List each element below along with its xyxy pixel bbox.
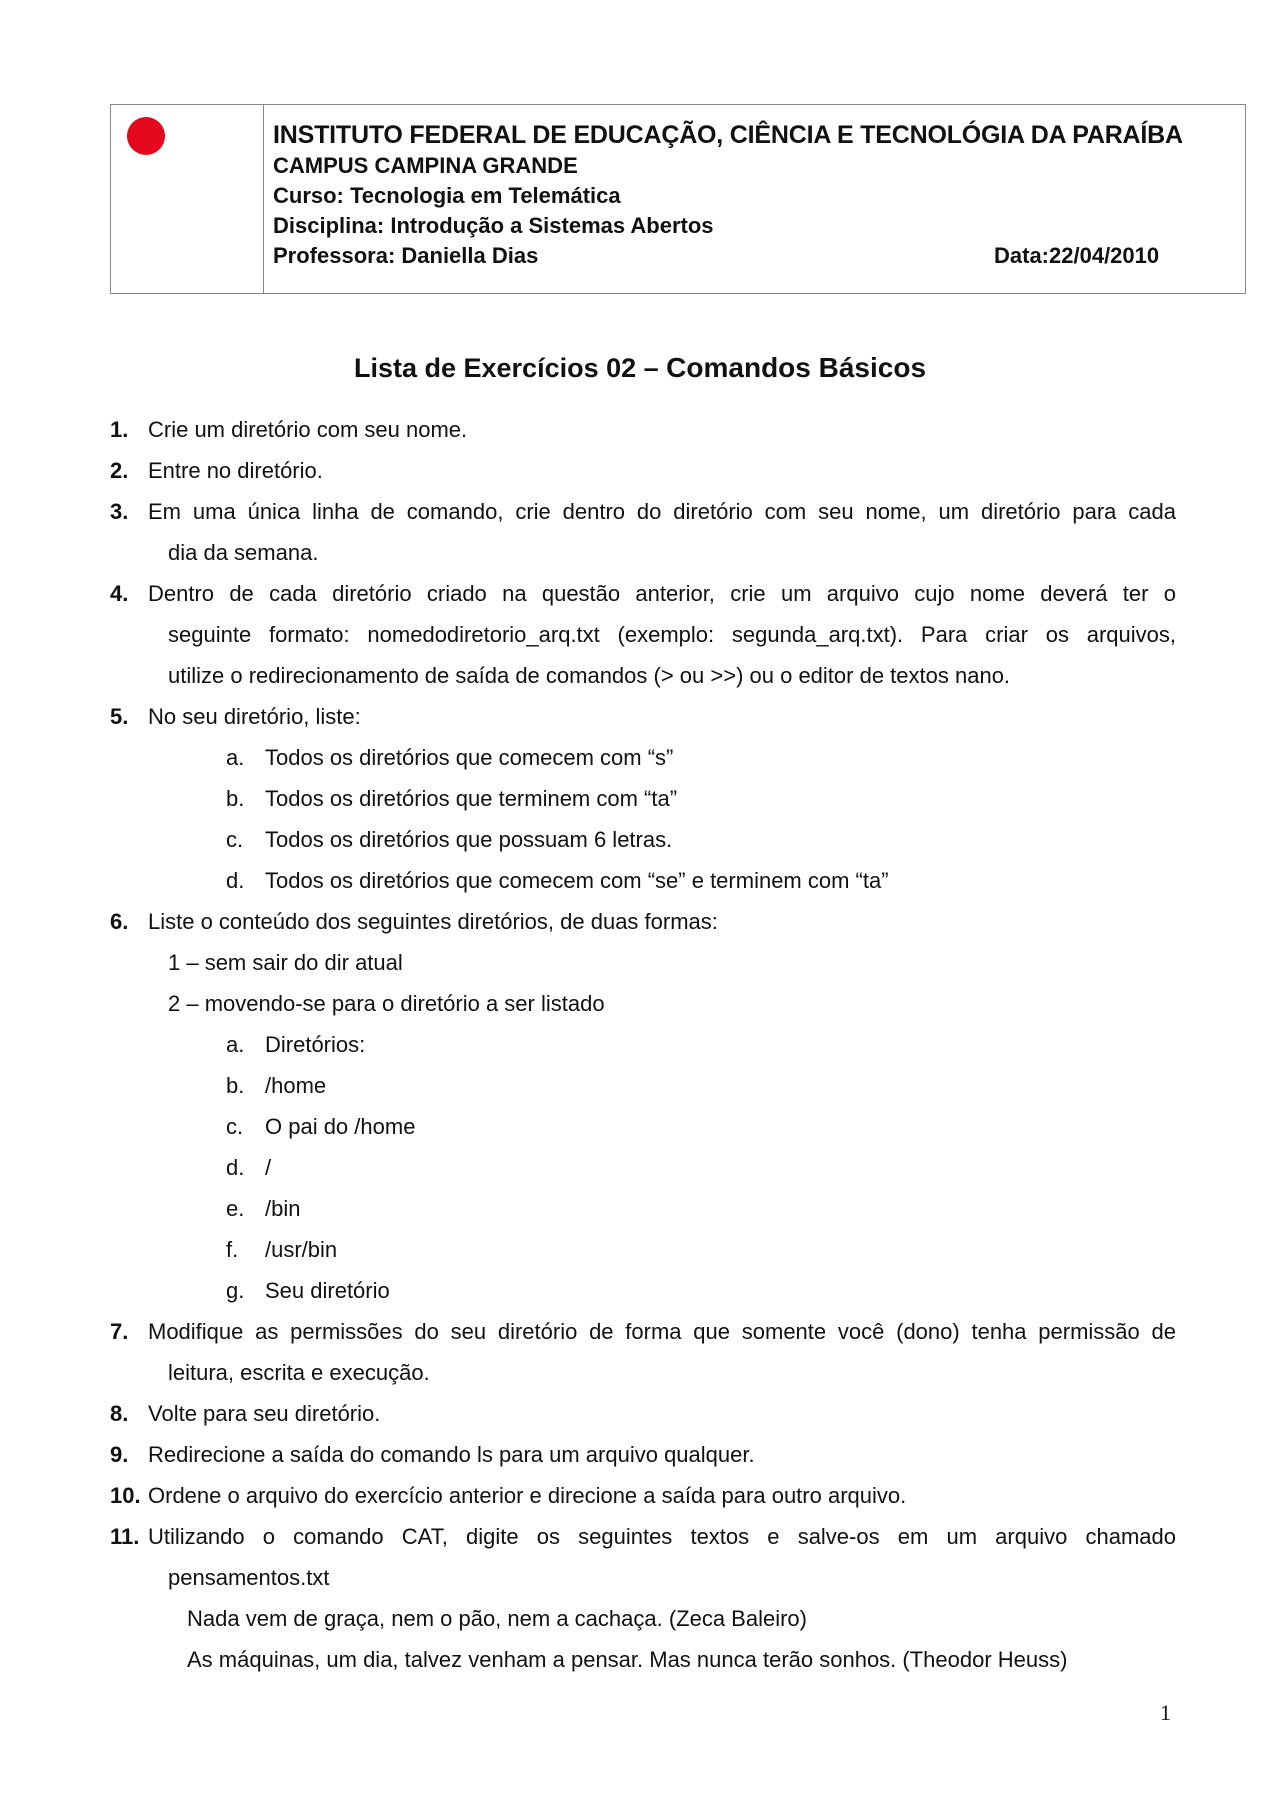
professor: Professora: Daniella Dias (273, 243, 539, 268)
list-item: f. /usr/bin (226, 1237, 338, 1262)
exercise-list: 1. Crie um diretório com seu nome. 2. Entre no diretório. 3. Em uma única linha de comando, crie dentro do diretório com seu nome, um diretório para cada dia da semana. 4. Dentro de cada diretório criado na questão anterior, crie um arquivo cujo nome deverá ter o seguinte formato: nomedodiretorio_arq.txt (exemplo: segunda_arq.txt). Para criar os arquivos, utilize o redirecionamento de saída de comandos (> ou >>) ou o editor de textos nano. 5. No seu diretório, liste: a. Todos os diretórios que comecem com “s” b. Todos os diretórios que terminem com “ta” c. Todos os diretórios que possuam 6 letras. d. Todos os diretórios que comecem com “se” e terminem com “ta” 6. Liste o conteúdo dos seguintes diretórios, de duas formas: 1 – sem sair do dir atual 2 – movendo-se para o diretório a ser listado a. Diretórios: b. /home c. O pai do /home d. / e. /bin f. /usr/bin g. Seu diretório 7. Modifique as permissões do seu diretório de forma que somente você (dono) tenha permissão de leitura, escrita e execução. 8. Volte para seu diretório. 9. Redirecione a saída do comando ls para um arquivo qualquer. 10. Ordene o arquivo do exercício anterior e direcione a saída para outro arquivo. 11. Utilizando o comando CAT, digite os seguintes textos e salve-os em um arquivo chamado pensamentos.txt Nada vem de graça, nem o pão, nem a cachaça. (Zeca Baleiro) As máquinas, um dia, talvez venham a pensar. Mas nunca terão sonhos. (Theodor Heuss) (110, 409, 1176, 1680)
list-item: a. Diretórios: (226, 1032, 366, 1057)
exercise-11: 11. Utilizando o comando CAT, digite os seguintes textos e salve-os em um arquivo chamado (110, 1524, 1176, 1549)
exercise-8: 8. Volte para seu diretório. (110, 1401, 381, 1426)
exercise-6: 6. Liste o conteúdo dos seguintes diretórios, de duas formas: (110, 909, 718, 934)
institution-logo (127, 117, 165, 155)
quote: As máquinas, um dia, talvez venham a pensar. Mas nunca terão sonhos. (Theodor Heuss) (187, 1647, 1068, 1672)
exercise-10: 10. Ordene o arquivo do exercício anterior e direcione a saída para outro arquivo. (110, 1483, 907, 1508)
list-item: c. Todos os diretórios que possuam 6 letras. (226, 827, 673, 852)
header-box (110, 104, 1246, 294)
institution-name: INSTITUTO FEDERAL DE EDUCAÇÃO, CIÊNCIA E TECNOLÓGIA DA PARAÍBA (273, 121, 1183, 149)
exercise-2: 2. Entre no diretório. (110, 458, 323, 483)
list-item: g. Seu diretório (226, 1278, 390, 1303)
date: Data:22/04/2010 (994, 243, 1160, 268)
header-info (264, 105, 1245, 293)
exercise-9: 9. Redirecione a saída do comando ls para um arquivo qualquer. (110, 1442, 755, 1467)
list-item: c. O pai do /home (226, 1114, 416, 1139)
campus-line: CAMPUS CAMPINA GRANDE (273, 153, 578, 178)
quote: Nada vem de graça, nem o pão, nem a cachaça. (Zeca Baleiro) (187, 1606, 807, 1631)
exercise-1: 1. Crie um diretório com seu nome. (110, 417, 468, 442)
list-item: d. / (226, 1155, 272, 1180)
page-number: 1 (1160, 1700, 1171, 1725)
discipline-line: Disciplina: Introdução a Sistemas Abertos (273, 213, 714, 238)
list-item: b. /home (226, 1073, 327, 1098)
exercise-3: 3. Em uma única linha de comando, crie dentro do diretório com seu nome, um diretório para cada (110, 499, 1176, 524)
exercise-7: 7. Modifique as permissões do seu diretório de forma que somente você (dono) tenha permissão de (110, 1319, 1176, 1344)
logo-cell (111, 105, 264, 293)
list-item: e. /bin (226, 1196, 301, 1221)
list-item: d. Todos os diretórios que comecem com “se” e terminem com “ta” (226, 868, 889, 893)
course-line: Curso: Tecnologia em Telemática (273, 183, 621, 208)
list-item: a. Todos os diretórios que comecem com “s” (226, 745, 674, 770)
professor-date-line (273, 241, 1245, 271)
list-item: b. Todos os diretórios que terminem com “ta” (226, 786, 678, 811)
exercise-5: 5. No seu diretório, liste: (110, 704, 361, 729)
page-title: Lista de Exercícios 02 – Comandos Básicos (353, 352, 927, 383)
exercise-4: 4. Dentro de cada diretório criado na questão anterior, crie um arquivo cujo nome deverá ter o (110, 581, 1176, 606)
